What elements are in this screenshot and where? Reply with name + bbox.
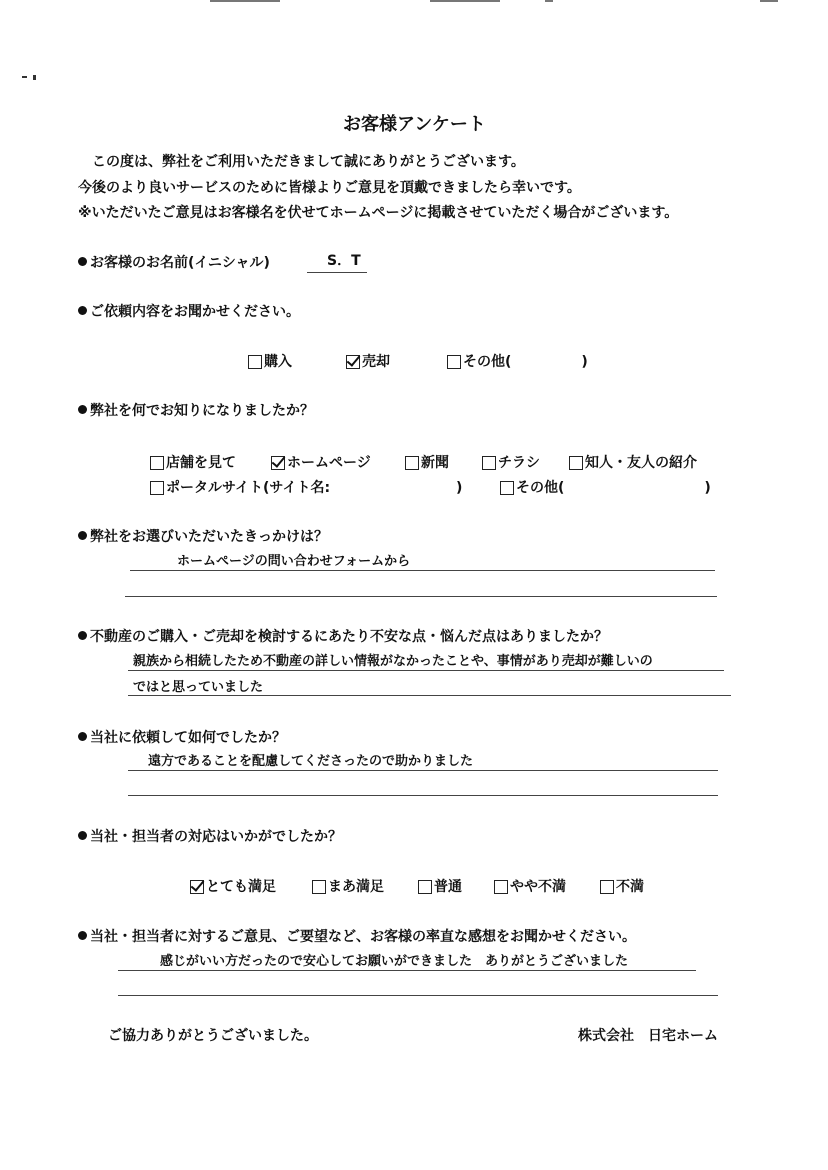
bullet-icon (78, 631, 87, 640)
question-feedback-label: 当社・担当者に対するご意見、ご要望など、お客様の率直な感想をお聞かせください。 (90, 929, 636, 945)
bullet-icon (78, 531, 87, 540)
checkbox-label: チラシ (498, 455, 540, 471)
bullet-icon (78, 931, 87, 940)
answer-line (128, 770, 718, 771)
concern-answer-1: 親族から相続したため不動産の詳しい情報がなかったことや、事情があり売却が難しいの (133, 654, 653, 669)
reason-answer-1: ホームページの問い合わせフォームから (177, 554, 411, 569)
checkbox-label: 新聞 (421, 455, 449, 471)
company-name: 株式会社 日宅ホーム (578, 1028, 718, 1044)
checkbox-icon (500, 481, 514, 495)
checkbox-other-source[interactable] (500, 481, 711, 495)
checkbox-homepage[interactable] (271, 456, 371, 470)
checkbox-very-satisfied[interactable] (190, 880, 276, 894)
checkbox-referral[interactable] (569, 456, 697, 470)
checkbox-label: とても満足 (206, 879, 276, 895)
scan-mark (545, 0, 553, 2)
checkbox-icon (447, 355, 461, 369)
checkbox-sale[interactable] (346, 355, 390, 369)
checkbox-icon (405, 456, 419, 470)
checkbox-dissatisfied[interactable] (600, 880, 644, 894)
scan-mark (430, 0, 500, 2)
bullet-icon (78, 306, 87, 315)
intro-line-1: この度は、弊社をご利用いただきまして誠にありがとうございます。 (92, 154, 525, 170)
question-source (78, 404, 314, 418)
checkbox-label: その他( ) (516, 480, 711, 496)
checkbox-icon (248, 355, 262, 369)
answer-line (118, 995, 718, 996)
question-name-label: お客様のお名前(イニシャル) (90, 255, 270, 271)
answer-line (128, 795, 718, 796)
question-impression (78, 731, 286, 745)
checkbox-icon (150, 456, 164, 470)
checkbox-checked-icon (271, 456, 285, 470)
checkbox-icon (312, 880, 326, 894)
checkbox-satisfied[interactable] (312, 880, 384, 894)
answer-line (130, 570, 715, 571)
checkbox-icon (600, 880, 614, 894)
question-satisfaction-label: 当社・担当者の対応はいかがでしたか？ (90, 829, 342, 845)
checkbox-label: ホームページ (287, 455, 371, 471)
checkbox-label: 購入 (264, 354, 292, 370)
scan-mark (210, 0, 280, 2)
intro-line-2: 今後のより良いサービスのために皆様よりご意見を頂戴できましたら幸いです。 (78, 180, 581, 196)
checkbox-newspaper[interactable] (405, 456, 449, 470)
checkbox-label: ポータルサイト(サイト名: ) (166, 480, 463, 496)
question-source-label: 弊社を何でお知りになりましたか？ (90, 403, 314, 419)
intro-line-3: ※いただいたご意見はお客様名を伏せてホームページに掲載させていただく場合がございます。 (78, 205, 679, 221)
question-satisfaction (78, 830, 342, 844)
bullet-icon (78, 732, 87, 741)
scan-speck (22, 76, 27, 78)
checkbox-label: やや不満 (510, 879, 566, 895)
concern-answer-2: ではと思っていました (133, 680, 264, 695)
question-request (78, 305, 300, 319)
checkbox-label: 不満 (616, 879, 644, 895)
checkbox-checked-icon (190, 880, 204, 894)
question-impression-label: 当社に依頼して如何でしたか？ (90, 730, 286, 746)
question-concern-label: 不動産のご購入・ご売却を検討するにあたり不安な点・悩んだ点はありましたか？ (90, 629, 608, 645)
question-reason-label: 弊社をお選びいただいたきっかけは？ (90, 529, 328, 545)
checkbox-flyer[interactable] (482, 456, 540, 470)
bullet-icon (78, 831, 87, 840)
question-request-label: ご依頼内容をお聞かせください。 (90, 304, 300, 320)
feedback-answer-1: 感じがいい方だったので安心してお願いができました ありがとうございました (160, 954, 629, 969)
checkbox-purchase[interactable] (248, 355, 292, 369)
checkbox-icon (150, 481, 164, 495)
checkbox-label: 売却 (362, 354, 390, 370)
bullet-icon (78, 257, 87, 266)
checkbox-icon (494, 880, 508, 894)
checkbox-somewhat-dissatisfied[interactable] (494, 880, 566, 894)
question-feedback (78, 930, 636, 944)
answer-line (128, 695, 731, 696)
answer-line (118, 970, 696, 971)
scan-speck (33, 75, 36, 80)
checkbox-label: その他( ) (463, 354, 588, 370)
checkbox-icon (482, 456, 496, 470)
checkbox-label: 知人・友人の紹介 (585, 455, 697, 471)
scan-mark (760, 0, 778, 2)
impression-answer-1: 遠方であることを配慮してくださったので助かりました (148, 754, 474, 769)
page-title: お客様アンケート (343, 114, 486, 135)
question-reason (78, 530, 328, 544)
checkbox-icon (569, 456, 583, 470)
checkbox-label: 店舗を見て (166, 455, 236, 471)
thanks-text: ご協力ありがとうございました。 (108, 1028, 318, 1044)
question-name (78, 256, 270, 270)
checkbox-label: 普通 (434, 879, 462, 895)
question-concern (78, 630, 608, 644)
name-answer: S．T (327, 253, 361, 269)
checkbox-label: まあ満足 (328, 879, 384, 895)
checkbox-store[interactable] (150, 456, 236, 470)
bullet-icon (78, 405, 87, 414)
checkbox-icon (418, 880, 432, 894)
answer-line (128, 670, 724, 671)
checkbox-portal[interactable] (150, 481, 462, 495)
checkbox-checked-icon (346, 355, 360, 369)
name-answer-line (307, 272, 367, 273)
answer-line (125, 596, 717, 597)
checkbox-other-request[interactable] (447, 355, 588, 369)
checkbox-neutral[interactable] (418, 880, 462, 894)
